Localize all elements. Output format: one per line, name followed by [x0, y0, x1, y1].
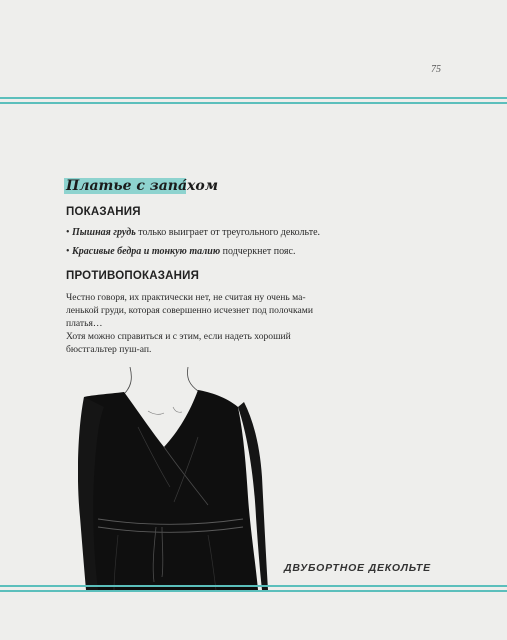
bottom-rule-2: [0, 590, 507, 592]
indication-text: только выиграет от треугольного декольте.: [135, 227, 321, 238]
indication-emphasis: Пышная грудь: [72, 227, 136, 238]
top-rule-2: [0, 102, 507, 104]
section-title-block: [64, 176, 218, 196]
top-rule-1: [0, 97, 507, 99]
indication-item: [66, 227, 320, 238]
wrap-dress-illustration: [78, 367, 268, 590]
contraindications-paragraph: [66, 291, 341, 356]
paragraph-line: Честно говоря, их практически нет, не считая ну очень ма-: [66, 292, 306, 303]
bullet-mark: •: [66, 227, 70, 238]
indication-item: [66, 246, 295, 257]
illustration-caption: ДВУБОРТНОЕ ДЕКОЛЬТЕ: [284, 562, 431, 574]
contraindications-heading: ПРОТИВОПОКАЗАНИЯ: [66, 270, 200, 282]
paragraph-line: платья…: [66, 318, 103, 329]
indication-text: подчеркнет пояс.: [220, 246, 296, 257]
paragraph-line: Хотя можно справиться и с этим, если надеть хороший: [66, 331, 291, 342]
bottom-rule-1: [0, 585, 507, 587]
paragraph-line: ленькой груди, которая совершенно исчезнет под полочками: [66, 305, 313, 316]
paragraph-line: бюстгальтер пуш-ап.: [66, 344, 152, 355]
indications-heading: ПОКАЗАНИЯ: [66, 206, 141, 218]
indication-emphasis: Красивые бедра и тонкую талию: [72, 246, 221, 257]
section-title: Платье с запа́хом: [66, 178, 219, 194]
page-number: 75: [431, 64, 441, 75]
bullet-mark: •: [66, 246, 70, 257]
